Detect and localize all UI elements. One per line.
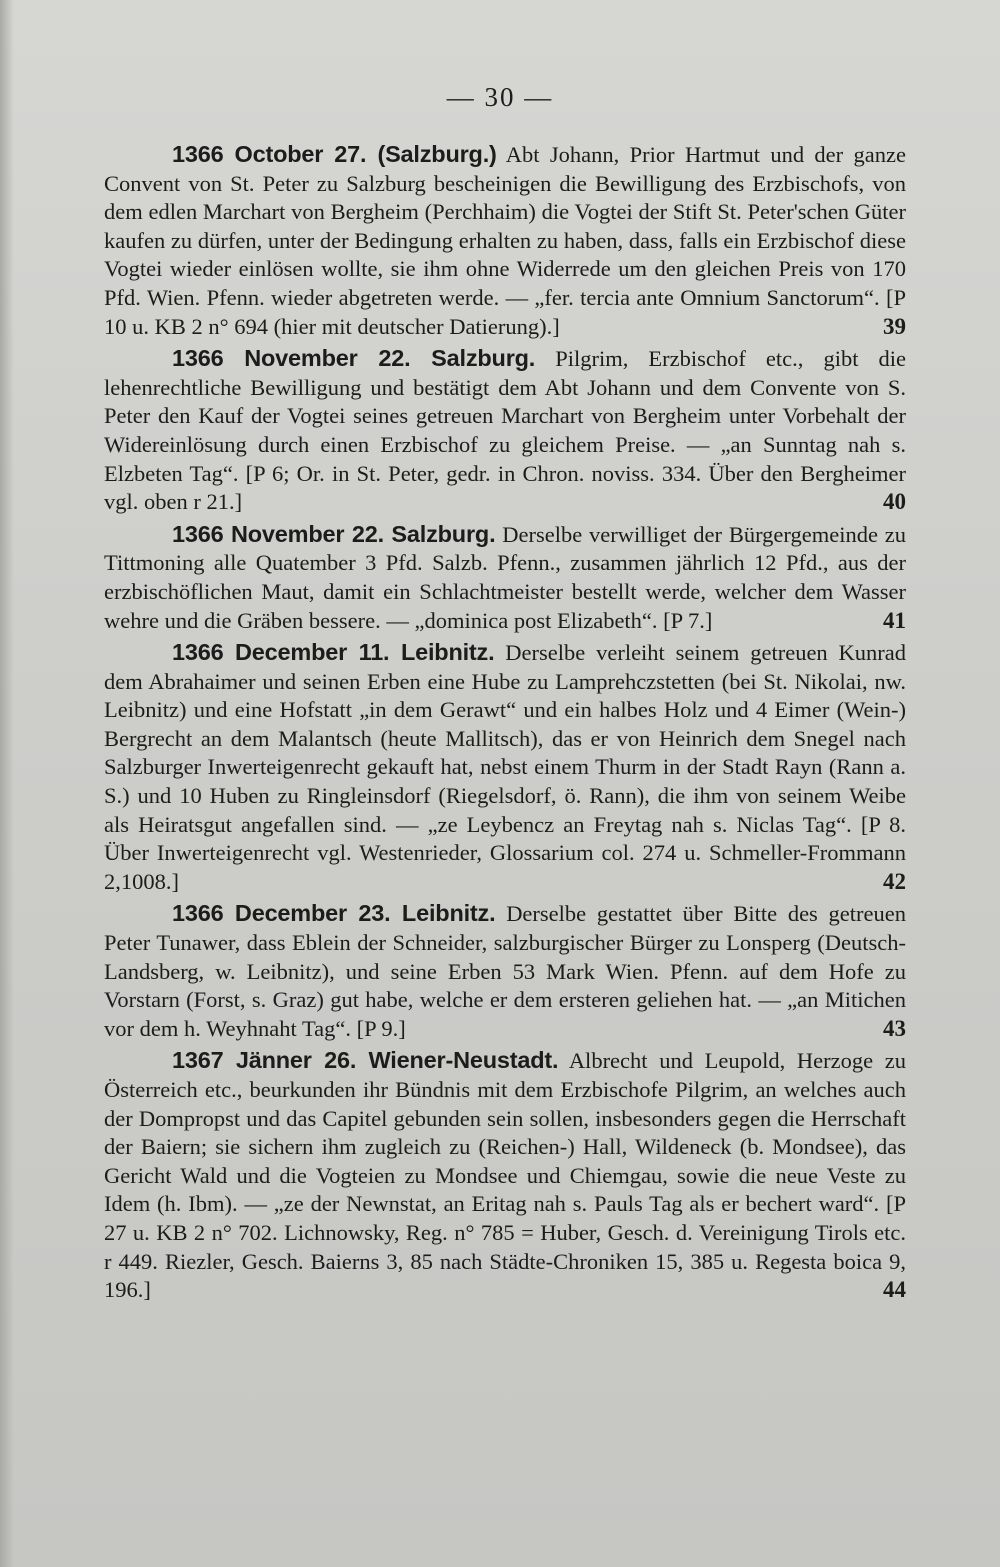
page-number: — 30 — bbox=[446, 82, 554, 112]
entry-paragraph bbox=[104, 140, 906, 341]
entry-paragraph bbox=[104, 1046, 906, 1304]
entry-heading: 1366 November 22. Salzburg. bbox=[172, 345, 536, 372]
entry-number: 43 bbox=[883, 1015, 906, 1041]
entry-text: Albrecht und Leupold, Herzoge zu Österreich etc., beurkunden ihr Bündnis mit dem Erzbischofe Pilgrim, an welches auch der Dompropst und das Capitel gebunden sein sollen, insbesonders gegen die Herrschaft der Baiern; sie sichern ihm zugleich zu (Reichen-) Hall, Wildeneck (b. Mondsee), das Gericht Wald und die Vogteien zu Mondsee und Chiemgau, sowie die neue Veste zu Idem (h. Ibm). — „ze der Newnstat, an Eritag nah s. Pauls Tag als er bechert ward“. [P 27 u. KB 2 n° 702. Lichnowsky, Reg. n° 785 = Huber, Gesch. d. Vereinigung Tirols etc. r 449. Riezler, Gesch. Baierns 3, 85 nach Städte-Chroniken 15, 385 u. Regesta boica 9, 196.] bbox=[104, 1048, 906, 1303]
entry-text: Derselbe verleiht seinem getreuen Kunrad dem Abrahaimer und seinen Erben eine Hube zu Lamprehczstetten (bei St. Nikolai, nw. Leibnitz) und eine Hofstatt „in dem Gerawt“ und ein halbes Holz und 4 Eimer (Wein-) Bergrecht an dem Malantsch (heute Mallitsch), das er von Heinrich dem Snegel nach Salzburger Inwerteigenrecht gekauft hat, nebst einem Thurm in der Stadt Rayn (Rann a. S.) und 10 Huben zu Ringleinsdorf (Riegelsdorf, ö. Rann), die ihm von seinem Weibe als Heiratsgut angefallen sind. — „ze Leybencz an Freytag nah s. Niclas Tag“. [P 8. Über Inwerteigenrecht vgl. Westenrieder, Glossarium col. 274 u. Schmeller-Frommann 2,1008.] bbox=[104, 640, 906, 894]
entry-paragraph bbox=[104, 638, 906, 896]
entry-text: Derselbe verwilliget der Bürgergemeinde zu Tittmoning alle Quatember 3 Pfd. Salzb. Pfenn., zusammen jährlich 12 Pfd., aus der erzbischöflichen Maut, damit ein Schlachtmeister bestellt werde, welcher dem Wasser wehre und die Gräben bessere. — „dominica post Elizabeth“. [P 7.] bbox=[104, 521, 907, 633]
entry-heading: 1366 November 22. Salzburg. bbox=[172, 520, 496, 547]
entry-number: 39 bbox=[883, 313, 906, 339]
entry-number: 40 bbox=[883, 489, 906, 515]
entry-heading: 1366 December 23. Leibnitz. bbox=[172, 900, 496, 927]
regesta-list bbox=[104, 140, 906, 1305]
entry-paragraph bbox=[104, 899, 906, 1043]
regest-entry bbox=[104, 344, 906, 517]
entry-text: Derselbe gestattet über Bitte des getreuen Peter Tunawer, dass Eblein der Schneider, salzburgischer Bürger zu Lonsperg (Deutsch-Landsberg, w. Leibnitz), und seine Erben 53 Mark Wien. Pfenn. auf dem Hofe zu Vorstarn (Forst, s. Graz) gut habe, welche er dem ersteren geliehen hat. — „an Mitichen vor dem h. Weyhnaht Tag“. [P 9.] bbox=[104, 901, 907, 1041]
entry-number: 42 bbox=[883, 868, 906, 894]
entry-text: Pilgrim, Erzbischof etc., gibt die lehenrechtliche Bewilligung und bestätigt dem Abt Johann und dem Convente von S. Peter den Kauf der Vogtei seines getreuen Marchart von Bergheim unter Vorbehalt der Widereinlösung durch einen Erzbischof zu gleichem Preise. — „an Sunntag nah s. Elzbeten Tag“. [P 6; Or. in St. Peter, gedr. in Chron. noviss. 334. Über den Bergheimer vgl. oben r 21.] bbox=[104, 346, 907, 515]
entry-paragraph bbox=[104, 344, 906, 517]
regest-entry bbox=[104, 638, 906, 896]
entry-number: 41 bbox=[883, 607, 906, 633]
entry-number: 44 bbox=[883, 1277, 906, 1303]
entry-paragraph bbox=[104, 520, 906, 635]
entry-heading: 1366 October 27. (Salzburg.) bbox=[172, 141, 497, 167]
entry-heading: 1367 Jänner 26. Wiener-Neustadt. bbox=[172, 1047, 559, 1074]
page-edge-shadow bbox=[0, 0, 14, 1567]
regest-entry bbox=[104, 899, 906, 1043]
regest-entry bbox=[104, 140, 906, 341]
regest-entry bbox=[104, 1046, 906, 1304]
entry-text: Abt Johann, Prior Hartmut und der ganze Convent von St. Peter zu Salzburg bescheinigen die Bewilligung des Erzbischofs, von dem edlen Marchart von Bergheim (Perchhaim) die Vogtei der Stift St. Peter'schen Güter kaufen zu dürfen, unter der Bedingung erhalten zu haben, dass, falls ein Erzbischof diese Vogtei wieder einlösen wollte, sie ihm ohne Widerrede um den gleichen Preis von 170 Pfd. Wien. Pfenn. wieder abgetreten werde. — „fer. tercia ante Omnium Sanctorum“. [P 10 u. KB 2 n° 694 (hier mit deutscher Datierung).] bbox=[104, 142, 906, 339]
entry-heading: 1366 December 11. Leibnitz. bbox=[172, 639, 495, 666]
regest-entry bbox=[104, 520, 906, 635]
